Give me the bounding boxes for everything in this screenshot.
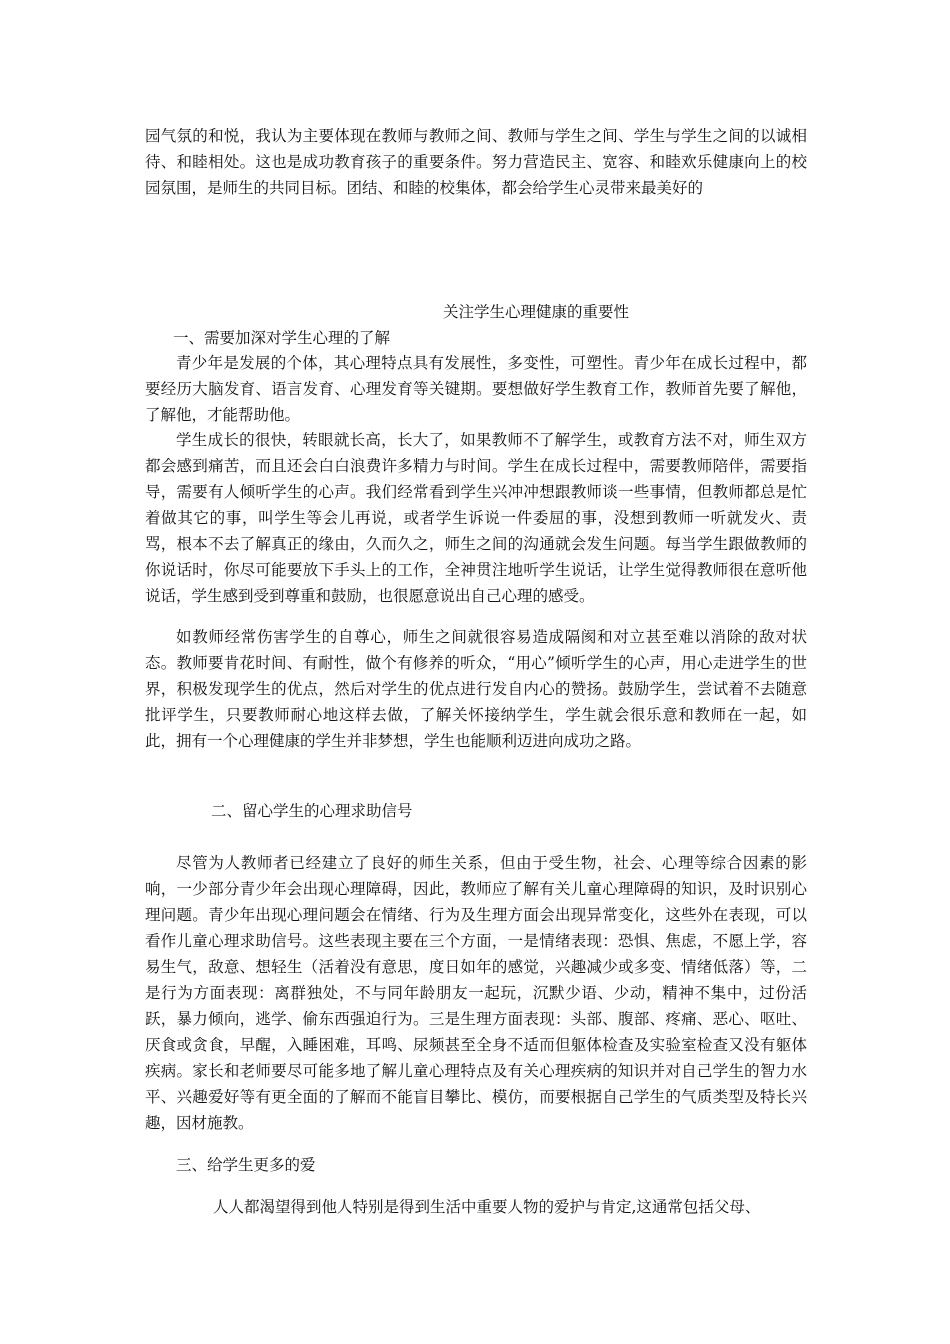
document-title: 关注学生心理健康的重要性 [442,303,629,321]
section-1-paragraph-3: 如教师经常伤害学生的自尊心，师生之间就很容易造成隔阂和对立甚至难以消除的敌对状态。教师要肯花时间、有耐性，做个有修养的听众，“用心”倾听学生的心声，用心走进学生的世界，积极发现学生的优点，然后对学生的优点进行发自内心的赞扬。鼓励学生，尝试着不去随意批评学生，只要教师耐心地这样去做，了解关怀接纳学生，学生就会很乐意和教师在一起，如此，拥有一个心理健康的学生并非梦想，学生也能顺利迈进向成功之路。 [145,628,807,750]
section-1-heading: 一、需要加深对学生心理的了解 [173,329,391,347]
section-3-paragraph: 人人都渴望得到他人特别是得到生活中重要人物的爱护与肯定,这通常包括父母、 [213,1198,761,1216]
section-1-paragraph-2: 学生成长的很快，转眼就长高，长大了，如果教师不了解学生，或教育方法不对，师生双方都会感到痛苦，而且还会白白浪费许多精力与时间。学生在成长过程中，需要教师陪伴，需要指导，需要有人倾听学生的心声。我们经常看到学生兴冲冲想跟教师谈一些事情，但教师都总是忙着做其它的事，叫学生等会儿再说，或者学生诉说一件委屈的事，没想到教师一听就发火、责骂，根本不去了解真正的缘由，久而久之，师生之间的沟通就会发生问题。每当学生跟做教师的你说话时，你尽可能要放下手头上的工作，全神贯注地听学生说话，让学生觉得教师很在意听他说话，学生感到受到尊重和鼓励，也很愿意说出自己心理的感受。 [145,431,807,605]
intro-paragraph: 园气氛的和悦，我认为主要体现在教师与教师之间、教师与学生之间、学生与学生之间的以诚相待、和睦相处。这也是成功教育孩子的重要条件。努力营造民主、宽容、和睦欢乐健康向上的校园氛围，是师生的共同目标。团结、和睦的校集体，都会给学生心灵带来最美好的 [145,127,807,197]
section-2-paragraph: 尽管为人教师者已经建立了良好的师生关系，但由于受生物，社会、心理等综合因素的影响，一少部分青少年会出现心理障碍，因此，教师应了解有关儿童心理障碍的知识，及时识别心理问题。青少年出现心理问题会在情绪、行为及生理方面会出现异常变化，这些外在表现，可以看作儿童心理求助信号。这些表现主要在三个方面，一是情绪表现：恐惧、焦虑，不愿上学，容易生气，敌意、想轻生（活着没有意思，度日如年的感觉，兴趣减少或多变、情绪低落）等，二是行为方面表现：离群独处，不与同年龄朋友一起玩，沉默少语、少动，精神不集中，过份活跃，暴力倾向，逃学、偷东西强迫行为。三是生理方面表现：头部、腹部、疼痛、恶心、呕吐、厌食或贪食，早醒，入睡困难，耳鸣、尿频甚至全身不适而但躯体检查及实验室检查又没有躯体疾病。家长和老师要尽可能多地了解儿童心理特点及有关心理疾病的知识并对自己学生的智力水平、兴趣爱好等有更全面的了解而不能盲目攀比、模仿，而要根据自己学生的气质类型及特长兴趣，因材施教。 [145,854,807,1132]
section-2-heading: 二、留心学生的心理求助信号 [211,802,413,820]
section-1-paragraph-1: 青少年是发展的个体，其心理特点具有发展性，多变性，可塑性。青少年在成长过程中，都要经历大脑发育、语言发育、心理发育等关键期。要想做好学生教育工作，教师首先要了解他，了解他，才能帮助他。 [145,354,807,424]
section-3-heading: 三、给学生更多的爱 [176,1156,316,1174]
